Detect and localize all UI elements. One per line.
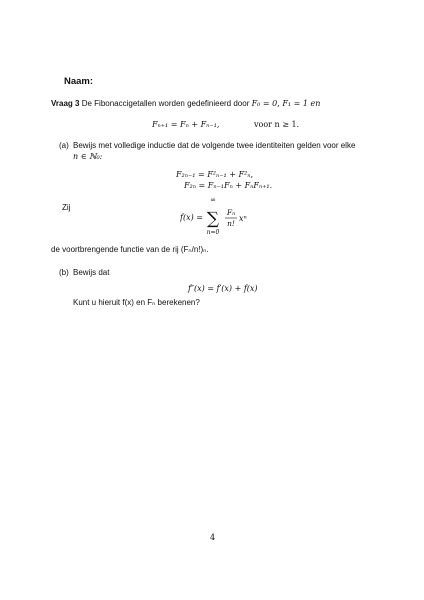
part-b-equation: f″(x) = f′(x) + f(x) xyxy=(188,284,258,293)
definition-after-text: de voortbrengende functie van de rij (Fₙ/n!)ₙ. xyxy=(51,245,209,254)
part-a-label: (a) xyxy=(59,141,69,150)
question-label: Vraag 3 xyxy=(51,99,80,108)
question-intro xyxy=(51,99,320,108)
gf-lhs: f(x) = xyxy=(180,213,203,222)
part-b-label: (b) xyxy=(59,268,69,277)
page-number: 4 xyxy=(210,533,216,542)
recurrence-formula: Fₙ₊₁ = Fₙ + Fₙ₋₁, xyxy=(152,120,220,129)
part-a-text-line1: Bewijs met volledige inductie dat de volgende twee identiteiten gelden voor elke xyxy=(73,141,356,150)
gf-sum-bottom: n=0 xyxy=(206,229,220,236)
identity-odd: F₂ₙ₋₁ = F²ₙ₋₁ + F²ₙ, xyxy=(176,170,253,179)
gf-sum-symbol: ∑ xyxy=(206,209,220,229)
gf-sum-top: ∞ xyxy=(210,196,216,204)
zij-label: Zij xyxy=(62,203,71,212)
part-b-text: Bewijs dat xyxy=(73,268,110,277)
name-label: Naam: xyxy=(64,76,94,87)
gf-fraction-denominator: n! xyxy=(227,219,235,228)
recurrence-condition: voor n ≥ 1. xyxy=(254,120,300,129)
identity-even: F₂ₙ = Fₙ₋₁Fₙ + FₙFₙ₊₁. xyxy=(184,181,273,190)
generating-function-formula xyxy=(180,196,270,242)
part-b-question: Kunt u hieruit f(x) en Fₙ berekenen? xyxy=(73,298,200,307)
gf-power: xⁿ xyxy=(239,214,247,223)
question-intro-text: De Fibonaccigetallen worden gedefinieerd door xyxy=(81,99,250,108)
part-a-text-line2: n ∈ ℕ₀: xyxy=(73,152,103,161)
gf-fraction-numerator: Fₙ xyxy=(226,208,236,217)
question-intro-math: F₀ = 0, F₁ = 1 en xyxy=(251,99,321,108)
